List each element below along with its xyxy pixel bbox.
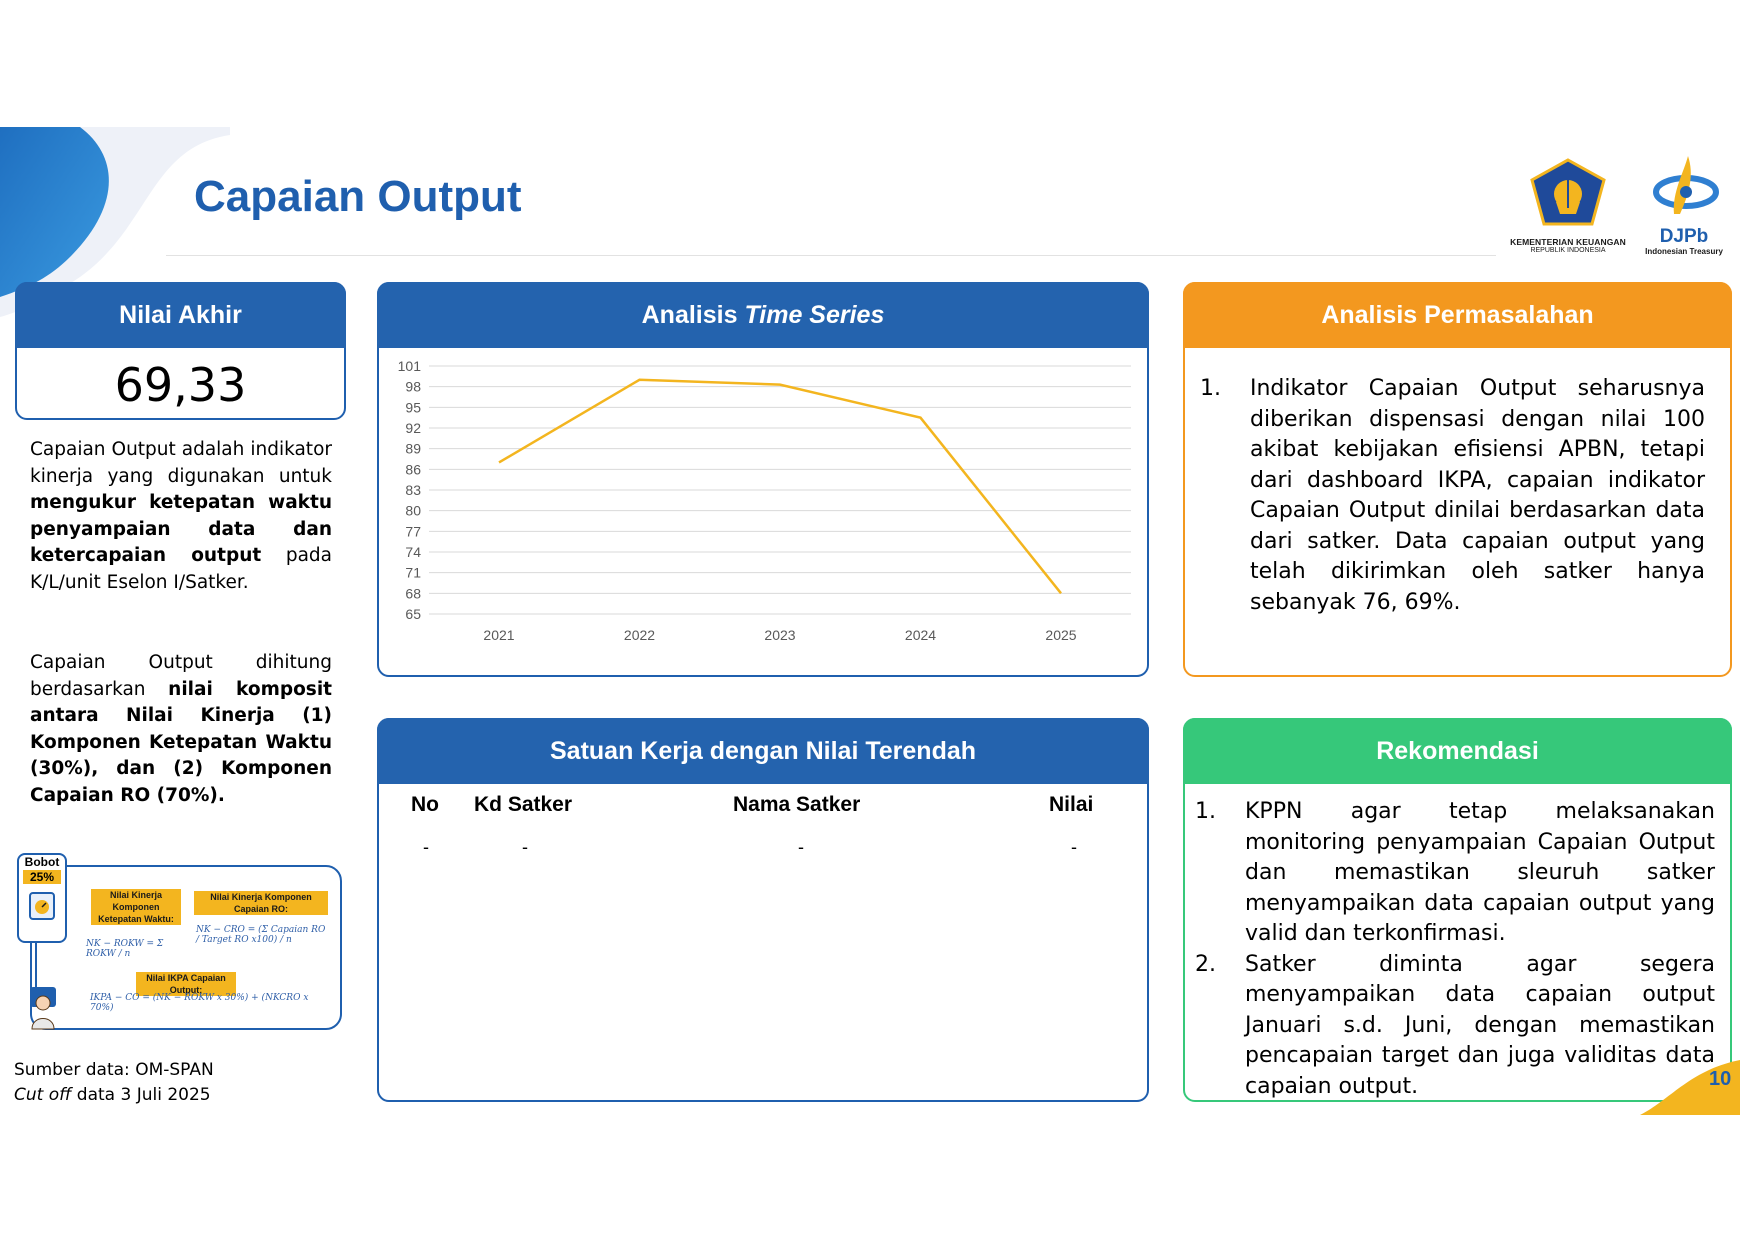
series-line <box>499 380 1061 594</box>
cell-nilai: - <box>1071 837 1077 857</box>
rekomendasi-item-number: 2. <box>1195 951 1216 977</box>
bobot-value: 25% <box>23 870 61 884</box>
label-ikpa-co: Nilai IKPA Capaian Output: <box>136 972 236 996</box>
column-header-nama-satker: Nama Satker <box>733 793 861 816</box>
definition-text-2: pada K/L/unit Eselon I/Satker. <box>30 545 332 593</box>
label-nk-cro: Nilai Kinerja Komponen Capaian RO: <box>194 891 328 915</box>
y-tick-label: 77 <box>405 523 421 540</box>
column-header-no: No <box>411 793 439 816</box>
column-header-nilai: Nilai <box>1049 793 1094 816</box>
column-header-kd-satker: Kd Satker <box>474 793 573 816</box>
person-icon <box>28 985 58 1031</box>
permasalahan-list <box>1200 374 1705 618</box>
cell-nama-satker: - <box>798 837 804 857</box>
djpb-tagline: Indonesian Treasury <box>1645 247 1723 256</box>
cutoff-date: data 3 Juli 2025 <box>71 1085 211 1105</box>
y-tick-label: 83 <box>405 482 421 498</box>
y-tick-label: 92 <box>405 420 421 436</box>
y-tick-label: 80 <box>405 502 421 519</box>
kemenkeu-caption: KEMENTERIAN KEUANGAN <box>1510 237 1626 247</box>
satker-header: Satuan Kerja dengan Nilai Terendah <box>377 718 1149 784</box>
permasalahan-item-text: Indikator Capaian Output seharusnya diberikan dispensasi dengan nilai 100 akibat kebijakan efisiensi APBN, tetapi dari dashboard IKPA, capaian indikator Capaian Output dinilai berdasarkan data dari satker. Data capaian output yang telah dikirimkan oleh satker hanya sebanyak 76, 69%. <box>1250 376 1705 615</box>
equation-nk-cro: NK − CRO = (Σ Capaian RO / Target RO x100) / n <box>196 925 326 945</box>
cutoff-italic: Cut off <box>14 1085 72 1105</box>
title-divider <box>166 255 1496 256</box>
rekomendasi-panel <box>1183 718 1732 1102</box>
kemenkeu-logo <box>1508 158 1628 258</box>
permasalahan-header: Analisis Permasalahan <box>1183 282 1732 348</box>
satker-panel <box>377 718 1149 1102</box>
definition-text-1: Capaian Output adalah indikator kinerja yang digunakan untuk <box>30 439 332 487</box>
x-tick-label: 2022 <box>623 627 656 643</box>
weight-scale-icon <box>27 885 57 923</box>
bobot-label: Bobot <box>24 855 60 869</box>
time-series-header <box>377 282 1149 348</box>
kemenkeu-emblem-icon <box>1530 158 1606 230</box>
permasalahan-item <box>1200 374 1705 618</box>
x-tick-label: 2025 <box>1045 627 1077 643</box>
rekomendasi-header: Rekomendasi <box>1183 718 1732 784</box>
y-tick-label: 89 <box>405 440 421 457</box>
nilai-akhir-value: 69,33 <box>114 358 247 412</box>
data-source <box>14 1058 214 1108</box>
cell-kd-satker: - <box>522 837 528 857</box>
djpb-logo <box>1636 152 1732 256</box>
permasalahan-panel <box>1183 282 1732 677</box>
x-tick-label: 2023 <box>764 627 796 643</box>
equation-ikpa-co: IKPA − CO = (NK − ROKW x 30%) + (NKCRO x 70%) <box>90 993 309 1013</box>
equation-nk-rokw: NK − ROKW = Σ ROKW / n <box>86 939 164 959</box>
y-tick-label: 65 <box>405 606 421 622</box>
page-number: 10 <box>1709 1068 1732 1090</box>
y-tick-label: 101 <box>397 358 421 374</box>
nilai-akhir-panel <box>15 282 346 420</box>
y-tick-label: 71 <box>405 564 421 581</box>
label-nk-rokw: Nilai Kinerja Komponen Ketepatan Waktu: <box>91 889 181 925</box>
rekomendasi-list <box>1195 797 1715 1102</box>
cell-no: - <box>423 837 429 857</box>
source-line: Sumber data: OM-SPAN <box>14 1060 214 1080</box>
time-series-header-plain: Analisis <box>641 300 745 329</box>
y-tick-label: 95 <box>405 399 421 416</box>
kemenkeu-subcaption: REPUBLIK INDONESIA <box>1530 247 1606 254</box>
description-definition <box>30 437 332 596</box>
rekomendasi-item-text: KPPN agar tetap melaksanakan monitoring penyampaian Capaian Output dan memastikan sleuruh satker menyampaikan data capaian output yang valid dan terkonfirmasi. <box>1245 799 1715 946</box>
rekomendasi-item <box>1195 950 1715 1103</box>
permasalahan-item-number: 1. <box>1200 376 1221 401</box>
page-title: Capaian Output <box>194 172 522 221</box>
bobot-badge <box>17 853 67 943</box>
calculation-text: Capaian Output dihitung berdasarkan <box>30 652 332 700</box>
description-calculation <box>30 650 332 809</box>
time-series-header-italic: Time Series <box>744 300 885 329</box>
djpb-emblem-icon <box>1644 152 1724 222</box>
rekomendasi-item <box>1195 797 1715 950</box>
definition-bold: mengukur ketepatan waktu penyampaian data dan ketercapaian output <box>30 492 332 566</box>
x-tick-label: 2021 <box>483 627 515 643</box>
y-tick-label: 68 <box>405 585 421 602</box>
y-tick-label: 98 <box>405 378 421 395</box>
rekomendasi-item-text: Satker diminta agar segera menyampaikan data capaian output Januari s.d. Juni, dengan memastikan pencapaian target dan juga validitas data capaian output. <box>1245 951 1715 1099</box>
y-tick-label: 74 <box>405 544 421 560</box>
time-series-chart <box>379 350 1147 670</box>
djpb-name: DJPb <box>1659 226 1709 247</box>
nilai-akhir-header: Nilai Akhir <box>15 282 346 348</box>
cutoff-line <box>14 1083 214 1108</box>
x-tick-label: 2024 <box>904 627 937 643</box>
calculation-bold: nilai komposit antara Nilai Kinerja (1) Komponen Ketepatan Waktu (30%), dan (2) Komponen Capaian RO (70%). <box>30 678 332 806</box>
time-series-panel <box>377 282 1149 677</box>
y-tick-label: 86 <box>405 461 421 478</box>
rekomendasi-item-number: 1. <box>1195 799 1216 824</box>
